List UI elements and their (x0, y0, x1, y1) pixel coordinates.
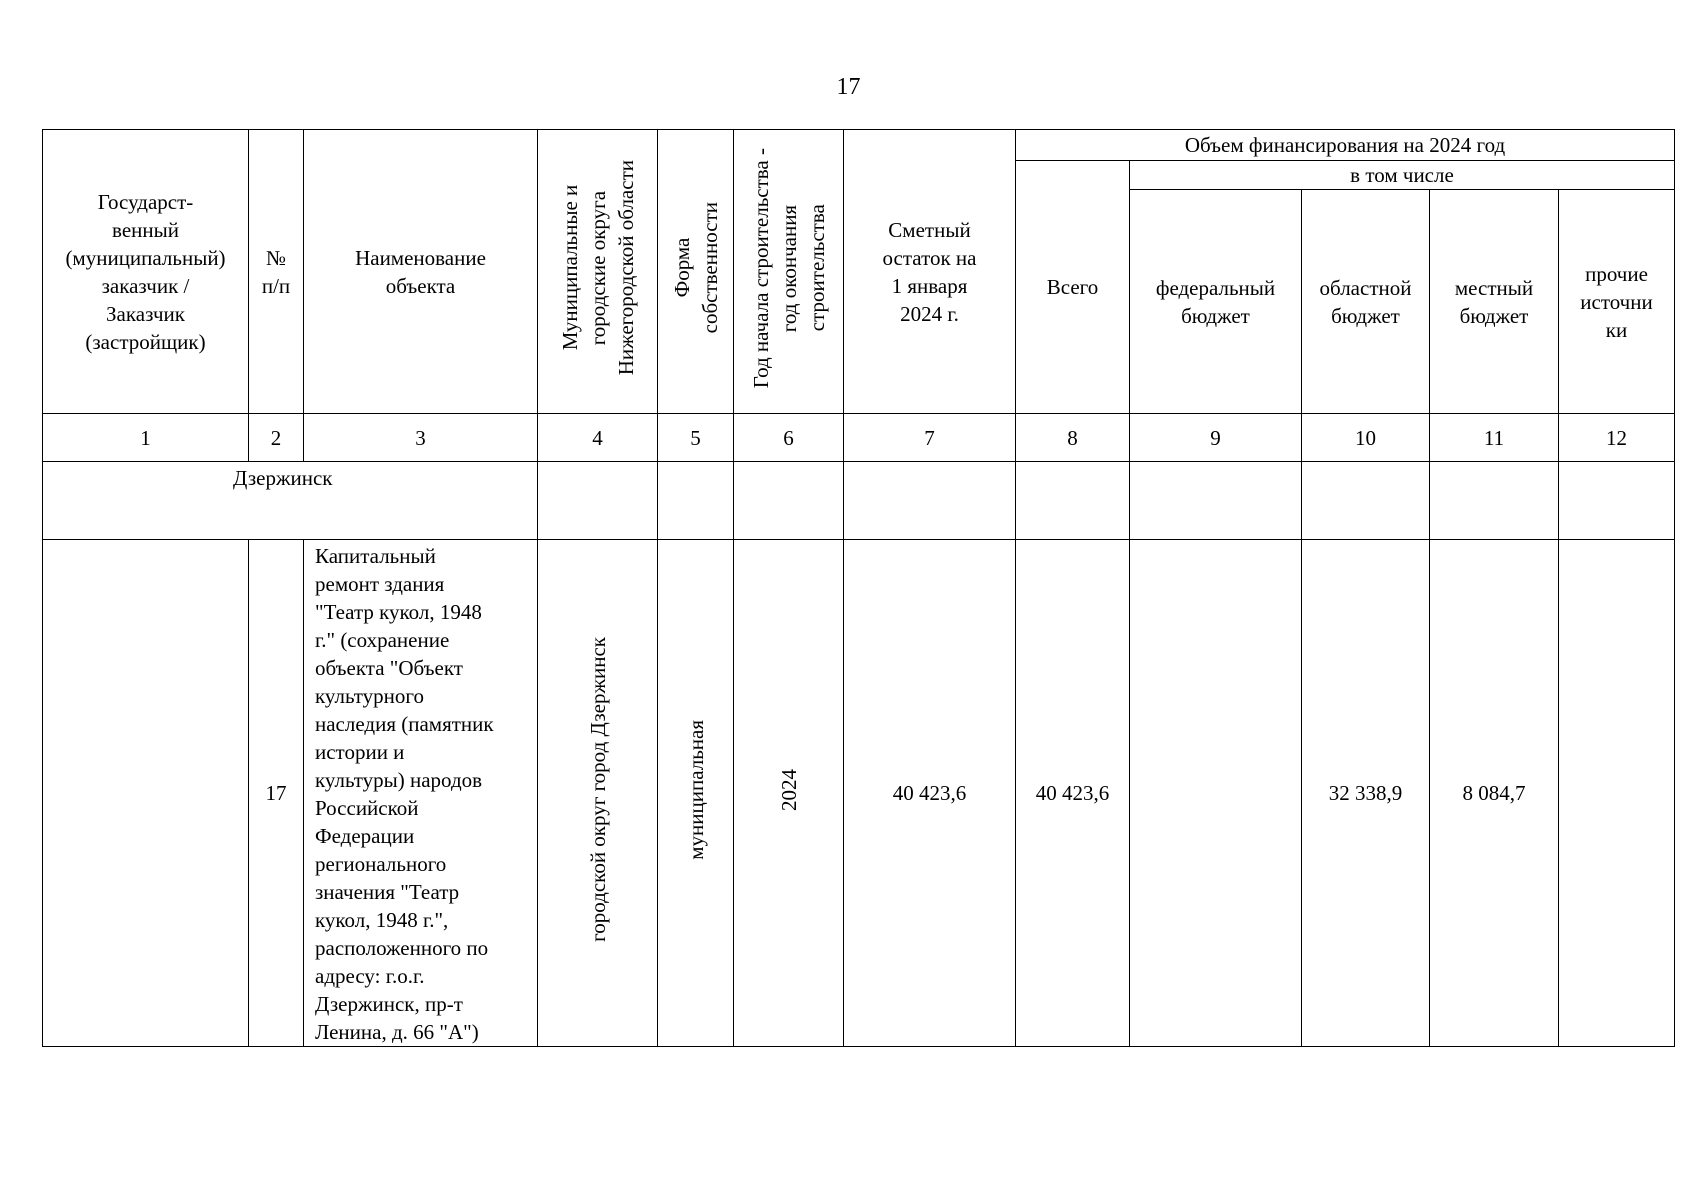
column-number: 2 (249, 414, 304, 462)
header-federal: федеральный бюджет (1130, 190, 1302, 414)
header-total: Всего (1016, 161, 1130, 414)
row-number: 17 (249, 540, 304, 1047)
header-municipality-cell (538, 130, 658, 414)
row-municipality: городской округ город Дзержинск (585, 637, 610, 942)
column-number: 4 (538, 414, 658, 462)
column-number: 8 (1016, 414, 1130, 462)
header-municipality: Муниципальные и городские округа Нижегородской области (557, 160, 638, 376)
group-row (43, 462, 1675, 540)
row-estimate: 40 423,6 (844, 540, 1016, 1047)
column-number: 6 (734, 414, 844, 462)
header-object-name: Наименование объекта (304, 130, 538, 414)
column-number: 5 (658, 414, 734, 462)
row-ownership-cell (658, 540, 734, 1047)
row-local: 8 084,7 (1430, 540, 1559, 1047)
page-number: 17 (836, 74, 861, 100)
header-funding-volume: Объем финансирования на 2024 год (1016, 130, 1675, 161)
header-years: Год начала строительства - год окончания строительства (748, 147, 829, 389)
column-number: 9 (1130, 414, 1302, 462)
table-row (43, 540, 1675, 1047)
header-customer: Государст- венный (муниципальный) заказчик / Заказчик (застройщик) (43, 130, 249, 414)
header-regional: областной бюджет (1302, 190, 1430, 414)
row-customer (43, 540, 249, 1047)
financing-table (42, 129, 1675, 1047)
column-number: 10 (1302, 414, 1430, 462)
row-object-name: Капитальный ремонт здания "Театр кукол, 1948 г." (сохранение объекта "Объект культурного наследия (памятник истории и культуры) народов Российской Федерации регионального значения "Театр кукол, 1948 г.", расположенного по адресу: г.о.г. Дзержинск, пр-т Ленина, д. 66 "А") (304, 540, 538, 1047)
header-including: в том числе (1130, 161, 1675, 190)
row-total: 40 423,6 (1016, 540, 1130, 1047)
row-regional: 32 338,9 (1302, 540, 1430, 1047)
group-label: Дзержинск (43, 462, 538, 540)
header-number: № п/п (249, 130, 304, 414)
header-ownership: Форма собственности (669, 202, 722, 334)
column-number: 7 (844, 414, 1016, 462)
column-number: 1 (43, 414, 249, 462)
row-other (1559, 540, 1675, 1047)
column-number: 3 (304, 414, 538, 462)
row-ownership: муниципальная (683, 719, 708, 860)
row-years-cell (734, 540, 844, 1047)
header-ownership-cell (658, 130, 734, 414)
header-local: местный бюджет (1430, 190, 1559, 414)
row-municipality-cell (538, 540, 658, 1047)
row-federal (1130, 540, 1302, 1047)
header-other: прочие источни ки (1559, 190, 1675, 414)
header-estimate: Сметный остаток на 1 января 2024 г. (844, 130, 1016, 414)
header-row-1 (43, 130, 1675, 161)
column-number: 11 (1430, 414, 1559, 462)
row-years: 2024 (776, 768, 801, 811)
column-numbers-row (43, 414, 1675, 462)
column-number: 12 (1559, 414, 1675, 462)
header-years-cell (734, 130, 844, 414)
